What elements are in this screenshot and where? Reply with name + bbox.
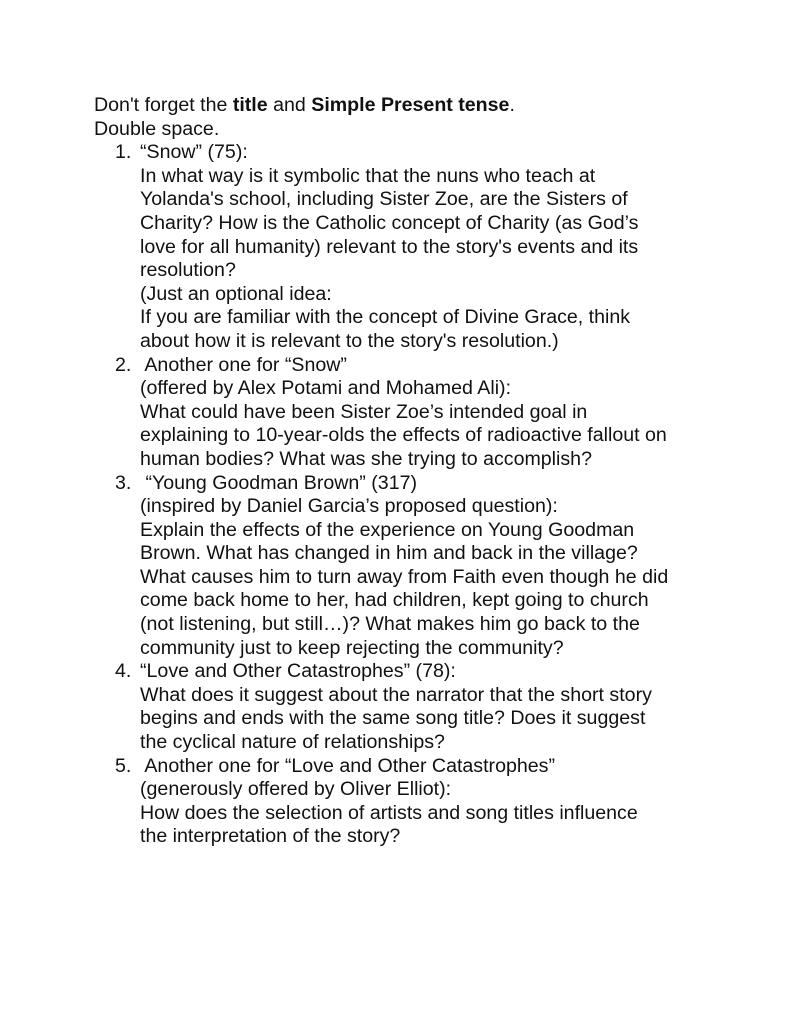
- intro-instruction: [94, 94, 734, 118]
- question-heading: Another one for “Love and Other Catastrophes”: [140, 754, 555, 777]
- question-number: 1.: [115, 141, 132, 164]
- question-item: [94, 354, 734, 472]
- question-item: [94, 660, 734, 754]
- question-text-line: Charity? How is the Catholic concept of Charity (as God’s: [140, 211, 639, 234]
- question-text-line: resolution?: [140, 259, 236, 282]
- intro-bold-title: title: [232, 94, 268, 116]
- question-text-line: Explain the effects of the experience on Young Goodman: [140, 518, 635, 541]
- question-number: 2.: [115, 353, 132, 376]
- question-number: 5.: [115, 754, 132, 777]
- question-text-line: What could have been Sister Zoe’s intended goal in: [140, 400, 588, 423]
- question-text-line: (inspired by Daniel Garcia’s proposed question):: [140, 495, 558, 518]
- question-heading: Another one for “Snow”: [140, 353, 347, 376]
- intro-text: .: [509, 94, 515, 116]
- question-text-line: come back home to her, had children, kept going to church: [140, 589, 649, 612]
- question-heading: “Love and Other Catastrophes” (78):: [140, 660, 456, 683]
- question-number: 4.: [115, 660, 132, 683]
- question-text-line: What does it suggest about the narrator that the short story: [140, 683, 652, 706]
- question-text-line: community just to keep rejecting the community?: [140, 636, 564, 659]
- question-text-line: human bodies? What was she trying to accomplish?: [140, 447, 592, 470]
- question-text-line: Yolanda's school, including Sister Zoe, are the Sisters of: [140, 188, 628, 211]
- question-heading: “Young Goodman Brown” (317): [140, 471, 418, 494]
- question-number: 3.: [115, 471, 132, 494]
- intro-text: and: [267, 94, 312, 116]
- intro-double-space: Double space.: [94, 117, 220, 140]
- question-text-line: (not listening, but still…)? What makes him go back to the: [140, 613, 640, 636]
- question-item: [94, 472, 734, 661]
- question-item: [94, 141, 734, 353]
- intro-text: Don't forget the: [94, 94, 233, 116]
- question-list: [94, 141, 734, 849]
- question-text-line: In what way is it symbolic that the nuns who teach at: [140, 164, 596, 187]
- question-heading: “Snow” (75):: [140, 141, 248, 164]
- question-text-line: explaining to 10-year-olds the effects of radioactive fallout on: [140, 424, 667, 447]
- question-text-line: begins and ends with the same song title? Does it suggest: [140, 707, 646, 730]
- intro-bold-tense: Simple Present tense: [311, 94, 510, 116]
- question-text-line: the cyclical nature of relationships?: [140, 731, 445, 754]
- question-text-line: love for all humanity) relevant to the story's events and its: [140, 235, 639, 258]
- question-text-line: (Just an optional idea:: [140, 282, 332, 305]
- question-text-line: Brown. What has changed in him and back in the village?: [140, 542, 638, 565]
- question-text-line: How does the selection of artists and song titles influence: [140, 801, 638, 824]
- question-text-line: the interpretation of the story?: [140, 825, 401, 848]
- document-page: [94, 94, 734, 849]
- question-item: [94, 755, 734, 849]
- question-text-line: about how it is relevant to the story's resolution.): [140, 329, 559, 352]
- question-text-line: (offered by Alex Potami and Mohamed Ali):: [140, 377, 512, 400]
- question-text-line: What causes him to turn away from Faith even though he did: [140, 565, 669, 588]
- question-text-line: (generously offered by Oliver Elliot):: [140, 778, 452, 801]
- question-text-line: If you are familiar with the concept of Divine Grace, think: [140, 306, 631, 329]
